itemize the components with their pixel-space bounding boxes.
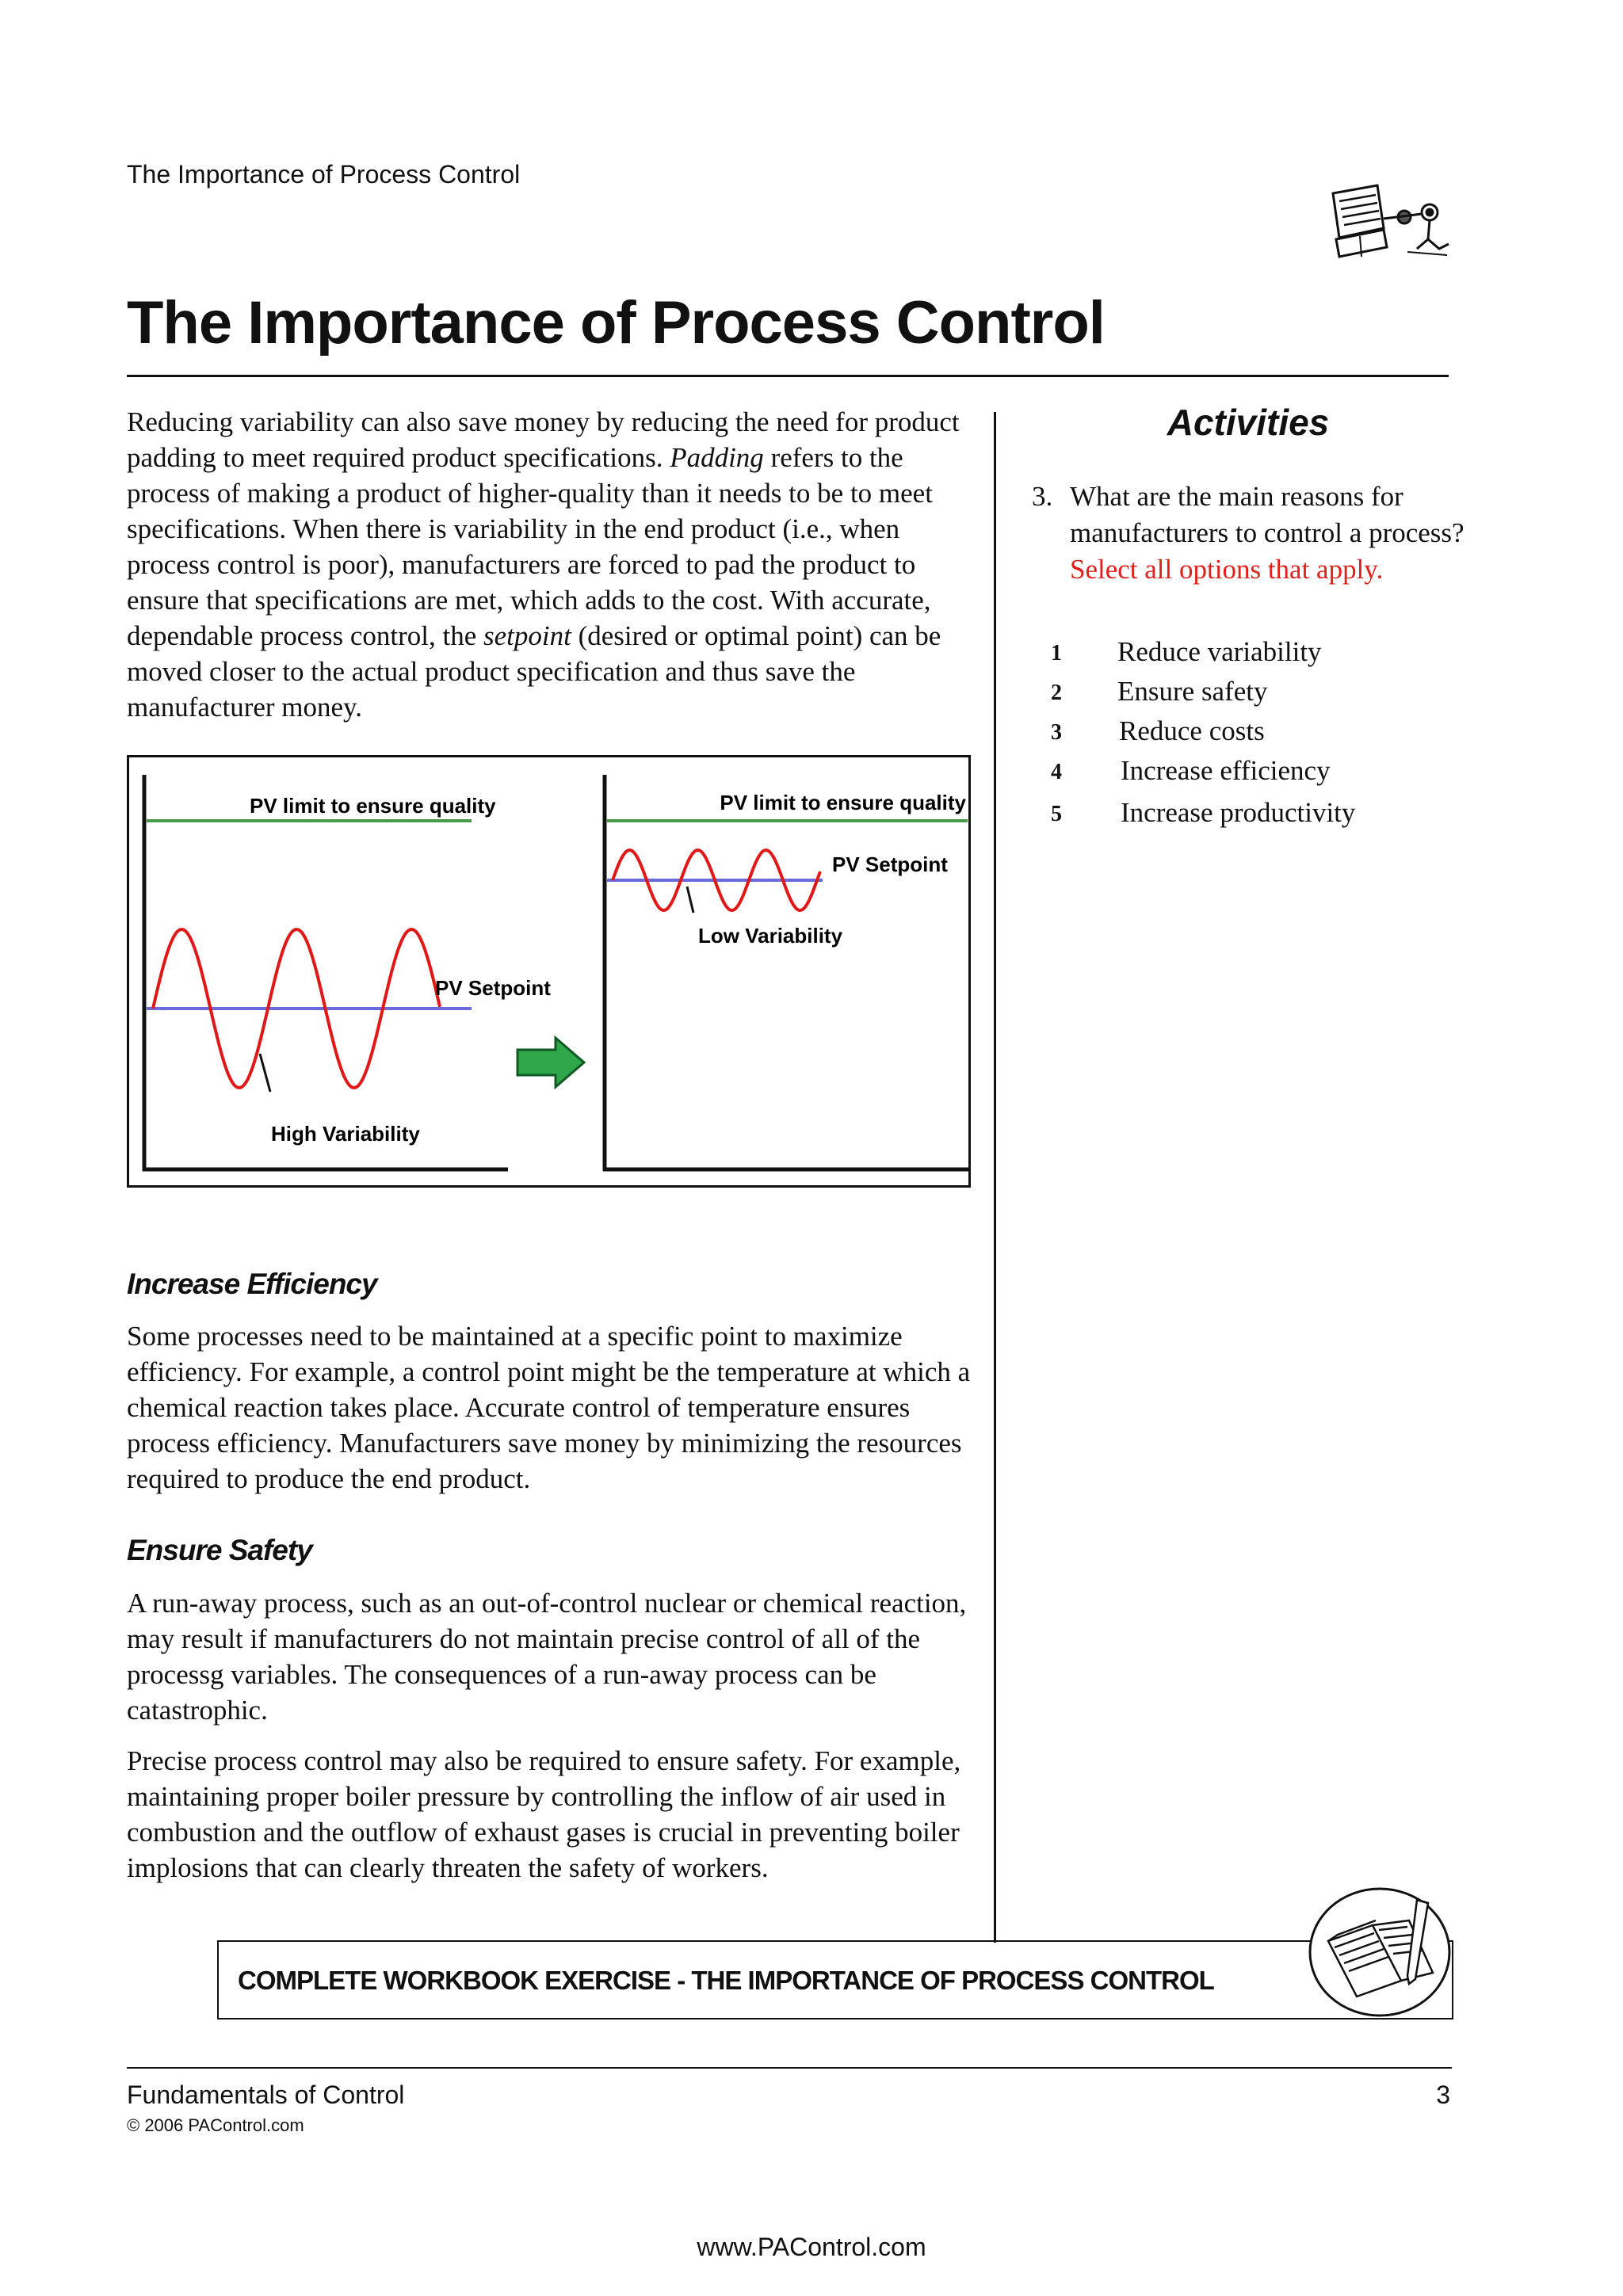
option-label: Reduce variability bbox=[1117, 636, 1322, 667]
page-title: The Importance of Process Control bbox=[127, 289, 1105, 357]
intro-text: Reducing variability can also save money by reducing the need for product padding to meet required product specifications. bbox=[127, 406, 960, 473]
activity-question bbox=[1032, 479, 1507, 588]
column-divider bbox=[994, 412, 996, 1943]
website-link[interactable]: www.PAControl.com bbox=[697, 2233, 926, 2261]
question-instruction: Select all options that apply. bbox=[1070, 554, 1384, 585]
intro-text: (desired or optimal point) can be moved closer to the actual product specification and thus save the manufacturer money. bbox=[127, 620, 941, 723]
intro-text: refers to the process of making a product of higher-quality than it needs to be to meet specifications. When there is variability in the end product (i.e., when process control is poor), manufacturers are forced to pad the product to ensure that specifications are met, which adds to the cost. With accurate, dependable process control, the bbox=[127, 442, 933, 651]
drafting-tools-icon bbox=[1328, 181, 1455, 272]
option-number: 5 bbox=[1051, 802, 1062, 826]
option-number: 4 bbox=[1051, 760, 1062, 784]
option-number: 3 bbox=[1051, 720, 1062, 745]
question-text: What are the main reasons for manufacturers to control a process? bbox=[1070, 481, 1465, 548]
left-variability-label: High Variability bbox=[271, 1122, 420, 1146]
option-label: Increase productivity bbox=[1121, 797, 1356, 828]
variability-figure bbox=[127, 755, 971, 1188]
exercise-label: COMPLETE WORKBOOK EXERCISE - THE IMPORTANCE OF PROCESS CONTROL bbox=[238, 1966, 1214, 1995]
option-number: 2 bbox=[1051, 681, 1062, 705]
title-rule bbox=[127, 375, 1449, 377]
footer-rule bbox=[127, 2067, 1452, 2069]
option-label: Increase efficiency bbox=[1121, 755, 1331, 786]
footer-course-title: Fundamentals of Control bbox=[127, 2081, 405, 2109]
left-setpoint-label: PV Setpoint bbox=[435, 976, 551, 1000]
page-number: 3 bbox=[1436, 2081, 1450, 2109]
padding-term: Padding bbox=[670, 442, 764, 473]
efficiency-heading: Increase Efficiency bbox=[127, 1268, 377, 1300]
option-label: Reduce costs bbox=[1119, 715, 1265, 746]
question-number: 3. bbox=[1032, 481, 1053, 512]
right-variability-label: Low Variability bbox=[698, 924, 843, 948]
efficiency-paragraph: Some processes need to be maintained at a specific point to maximize efficiency. For example, a control point might be the temperature at which a chemical reaction takes place. Accurate control of temperature ensures process efficiency. Manufacturers save money by minimizing the resources required to produce the end product. bbox=[127, 1321, 971, 1494]
safety-paragraph-1: A run-away process, such as an out-of-control nuclear or chemical reaction, may result if manufacturers do not maintain precise control of all of the processg variables. The consequences of a run-away process can be catastrophic. bbox=[127, 1588, 967, 1726]
option-label: Ensure safety bbox=[1117, 676, 1268, 707]
intro-paragraph bbox=[127, 404, 967, 725]
right-pointer bbox=[687, 887, 693, 913]
copyright-notice: © 2006 PAControl.com bbox=[127, 2115, 304, 2135]
safety-heading: Ensure Safety bbox=[127, 1534, 312, 1566]
workbook-icon bbox=[1306, 1886, 1457, 2023]
left-limit-label: PV limit to ensure quality bbox=[250, 794, 496, 818]
right-setpoint-label: PV Setpoint bbox=[832, 852, 948, 876]
setpoint-term: setpoint bbox=[483, 620, 571, 651]
comparison-arrow bbox=[517, 1038, 584, 1087]
right-limit-label: PV limit to ensure quality bbox=[720, 791, 966, 814]
activities-heading: Activities bbox=[1167, 402, 1330, 443]
safety-paragraph-2: Precise process control may also be required to ensure safety. For example, maintaining proper boiler pressure by controlling the inflow of air used in combustion and the outflow of exhaust gases is crucial in preventing boiler implosions that can clearly threaten the safety of workers. bbox=[127, 1745, 961, 1883]
running-header: The Importance of Process Control bbox=[127, 160, 521, 189]
left-pointer bbox=[260, 1054, 270, 1092]
option-number: 1 bbox=[1051, 641, 1062, 666]
